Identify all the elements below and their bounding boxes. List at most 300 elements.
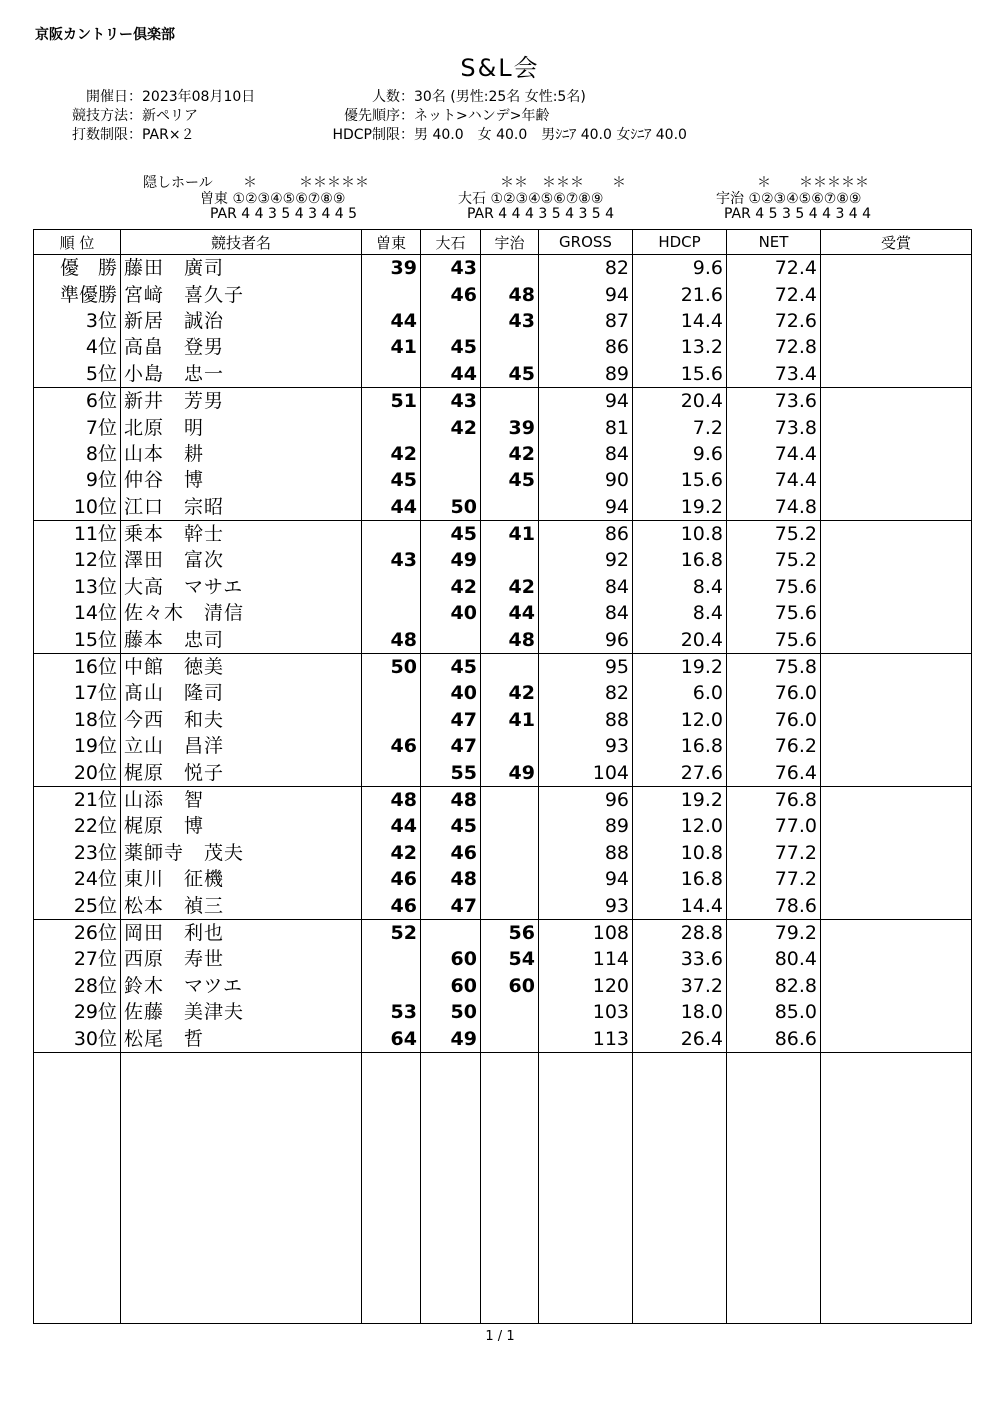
hdcp-value: 6.0 [633,680,727,706]
name-cell: 新居 誠治 [121,308,362,334]
name-cell: 山添 智 [121,786,362,813]
hdcp-value: 19.2 [633,653,727,680]
rank-cell: 28位 [34,973,121,999]
table-row [34,547,972,573]
award-cell [821,759,972,786]
course-2-score [421,919,481,946]
course-3-holes [716,188,861,208]
gross-score: 86 [539,520,633,547]
course-3-score [481,866,539,892]
net-score: 79.2 [727,919,821,946]
rank-cell: 30位 [34,1025,121,1052]
course-1-holes [200,188,345,208]
course-1-score [362,946,421,972]
gross-score: 84 [539,600,633,626]
empty-cell [633,1052,727,1323]
table-row [34,281,972,307]
gross-score: 93 [539,892,633,919]
course-1-score [362,759,421,786]
award-cell [821,255,972,282]
name-cell: 今西 和夫 [121,707,362,733]
empty-cell [727,1052,821,1323]
hdcp-value: 9.6 [633,255,727,282]
course-2-score [421,308,481,334]
course-2-score: 46 [421,840,481,866]
course-3-score: 39 [481,414,539,440]
award-cell [821,574,972,600]
rank-cell: 19位 [34,733,121,759]
award-cell [821,308,972,334]
course-2-score: 42 [421,414,481,440]
empty-cell [539,1052,633,1323]
table-row [34,892,972,919]
meta-label: 打数制限 [72,127,128,143]
hole-numbers: ①②③④⑤⑥⑦⑧⑨ [748,191,862,207]
course-1-score: 48 [362,786,421,813]
course-1-score: 42 [362,441,421,467]
name-cell: 梶原 博 [121,813,362,839]
table-row [34,441,972,467]
gross-score: 89 [539,813,633,839]
course-2-score: 45 [421,653,481,680]
net-score: 75.6 [727,600,821,626]
course-3-score [481,813,539,839]
meta-label: 人数 [372,89,400,105]
hdcp-value: 20.4 [633,387,727,414]
hdcp-value: 8.4 [633,574,727,600]
course-1-score: 44 [362,813,421,839]
table-row [34,467,972,493]
table-row [34,414,972,440]
name-cell: 梶原 悦子 [121,759,362,786]
net-score: 72.8 [727,334,821,360]
name-cell: 小島 忠一 [121,361,362,388]
net-score: 77.2 [727,866,821,892]
award-cell [821,919,972,946]
award-cell [821,414,972,440]
course-2-score: 45 [421,520,481,547]
hdcp-value: 14.4 [633,892,727,919]
course-3-score: 54 [481,946,539,972]
net-score: 74.4 [727,467,821,493]
course-3-score: 42 [481,680,539,706]
header-name: 競技者名 [121,230,362,255]
hdcp-value: 19.2 [633,786,727,813]
rank-cell: 6位 [34,387,121,414]
gross-score: 92 [539,547,633,573]
course-3-score: 48 [481,281,539,307]
course-3-score: 43 [481,308,539,334]
gross-score: 113 [539,1025,633,1052]
net-score: 76.2 [727,733,821,759]
table-header [34,230,972,255]
meta-event-date: 開催日：2023年08月10日 [48,86,255,106]
course-2-score: 42 [421,574,481,600]
gross-score: 81 [539,414,633,440]
hdcp-value: 28.8 [633,919,727,946]
hdcp-value: 19.2 [633,494,727,521]
empty-cell [421,1052,481,1323]
table-row [34,840,972,866]
meta-label: 開催日 [86,89,128,105]
rank-cell: 20位 [34,759,121,786]
hdcp-value: 10.8 [633,840,727,866]
award-cell [821,520,972,547]
rank-cell: 24位 [34,866,121,892]
gross-score: 87 [539,308,633,334]
course-name: 大石 [458,191,486,207]
table-row [34,866,972,892]
course-2-par: PAR 4 4 4 3 5 4 3 5 4 [467,206,615,222]
meta-value: ネット>ハンデ>年齢 [414,108,550,124]
net-score: 76.0 [727,680,821,706]
gross-score: 90 [539,467,633,493]
hdcp-value: 16.8 [633,866,727,892]
meta-priority: 優先順序：ネット>ハンデ>年齢 [300,105,549,125]
gross-score: 82 [539,680,633,706]
hidden-hole-label: 隠しホール [143,175,213,191]
course-name: 曽東 [200,191,228,207]
name-cell: 岡田 利也 [121,919,362,946]
rank-cell: 14位 [34,600,121,626]
course-2-score: 44 [421,361,481,388]
meta-participants: 人数：30名 (男性:25名 女性:5名) [300,86,586,106]
table-row [34,255,972,282]
hdcp-value: 21.6 [633,281,727,307]
net-score: 73.8 [727,414,821,440]
net-score: 82.8 [727,973,821,999]
rank-cell: 26位 [34,919,121,946]
course-2-score: 47 [421,733,481,759]
course-1-score [362,680,421,706]
gross-score: 89 [539,361,633,388]
name-cell: 鈴木 マツエ [121,973,362,999]
gross-score: 94 [539,494,633,521]
rank-cell: 23位 [34,840,121,866]
rank-cell: 9位 [34,467,121,493]
rank-cell: 18位 [34,707,121,733]
course-1-score: 50 [362,653,421,680]
award-cell [821,547,972,573]
course-1-par: PAR 4 4 3 5 4 3 4 4 5 [210,206,358,222]
course-2-score: 50 [421,494,481,521]
rank-cell: 21位 [34,786,121,813]
course-3-score [481,840,539,866]
gross-score: 93 [539,733,633,759]
gross-score: 84 [539,441,633,467]
hdcp-value: 15.6 [633,361,727,388]
header-rank: 順 位 [34,230,121,255]
course-2-score: 60 [421,946,481,972]
net-score: 72.4 [727,255,821,282]
empty-cell [481,1052,539,1323]
course-3-stars: ＊ ＊＊＊＊＊ [757,175,869,191]
net-score: 78.6 [727,892,821,919]
hdcp-value: 33.6 [633,946,727,972]
hdcp-value: 7.2 [633,414,727,440]
gross-score: 82 [539,255,633,282]
table-row [34,494,972,521]
rank-cell: 8位 [34,441,121,467]
hdcp-value: 27.6 [633,759,727,786]
course-1-score: 41 [362,334,421,360]
table-row [34,308,972,334]
course-2-score [421,626,481,653]
name-cell: 江口 宗昭 [121,494,362,521]
award-cell [821,733,972,759]
course-2-score: 60 [421,973,481,999]
hdcp-value: 37.2 [633,973,727,999]
course-2-score: 55 [421,759,481,786]
hdcp-value: 9.6 [633,441,727,467]
gross-score: 88 [539,707,633,733]
course-1-score: 46 [362,733,421,759]
award-cell [821,600,972,626]
course-1-score [362,414,421,440]
table-row [34,653,972,680]
meta-format: 競技方法：新ペリア [48,105,198,125]
meta-label: 競技方法 [72,108,128,124]
award-cell [821,361,972,388]
course-3-score: 42 [481,441,539,467]
course-1-score: 48 [362,626,421,653]
net-score: 73.4 [727,361,821,388]
course-2-score: 49 [421,1025,481,1052]
course-2-score: 43 [421,255,481,282]
award-cell [821,973,972,999]
award-cell [821,892,972,919]
course-3-score: 48 [481,626,539,653]
course-3-score: 60 [481,973,539,999]
course-1-score: 52 [362,919,421,946]
rank-cell: 優 勝 [34,255,121,282]
gross-score: 88 [539,840,633,866]
course-2-score: 47 [421,892,481,919]
name-cell: 新井 芳男 [121,387,362,414]
name-cell: 仲谷 博 [121,467,362,493]
course-3-score [481,255,539,282]
empty-cell [34,1052,121,1323]
course-2-score: 48 [421,866,481,892]
empty-cell [121,1052,362,1323]
gross-score: 104 [539,759,633,786]
rank-cell: 11位 [34,520,121,547]
meta-value: 2023年08月10日 [142,89,256,105]
net-score: 86.6 [727,1025,821,1052]
award-cell [821,334,972,360]
course-2-score: 43 [421,387,481,414]
name-cell: 大高 マサエ [121,574,362,600]
hdcp-value: 10.8 [633,520,727,547]
course-3-par: PAR 4 5 3 5 4 4 3 4 4 [724,206,872,222]
course-3-score [481,786,539,813]
name-cell: 高畠 登男 [121,334,362,360]
gross-score: 96 [539,786,633,813]
name-cell: 佐々木 清信 [121,600,362,626]
net-score: 75.6 [727,626,821,653]
course-2-score: 47 [421,707,481,733]
gross-score: 84 [539,574,633,600]
award-cell [821,999,972,1025]
gross-score: 96 [539,626,633,653]
rank-cell: 準優勝 [34,281,121,307]
rank-cell: 29位 [34,999,121,1025]
name-cell: 薬師寺 茂夫 [121,840,362,866]
gross-score: 94 [539,387,633,414]
award-cell [821,494,972,521]
award-cell [821,786,972,813]
course-3-score [481,547,539,573]
net-score: 75.2 [727,520,821,547]
award-cell [821,653,972,680]
hdcp-value: 8.4 [633,600,727,626]
table-row [34,1025,972,1052]
course-1-score [362,600,421,626]
course-3-score [481,653,539,680]
hdcp-value: 20.4 [633,626,727,653]
course-1-score: 43 [362,547,421,573]
name-cell: 佐藤 美津夫 [121,999,362,1025]
table-row [34,707,972,733]
rank-cell: 12位 [34,547,121,573]
hdcp-value: 16.8 [633,733,727,759]
course-1-score [362,574,421,600]
header-gross: GROSS [539,230,633,255]
rank-cell: 17位 [34,680,121,706]
name-cell: 澤田 富次 [121,547,362,573]
net-score: 73.6 [727,387,821,414]
table-row [34,919,972,946]
course-3-score [481,1025,539,1052]
hdcp-value: 15.6 [633,467,727,493]
hdcp-value: 12.0 [633,813,727,839]
table-row [34,733,972,759]
award-cell [821,281,972,307]
course-1-score: 44 [362,494,421,521]
course-1-score: 51 [362,387,421,414]
net-score: 75.8 [727,653,821,680]
rank-cell: 4位 [34,334,121,360]
table-row [34,759,972,786]
course-2-score: 46 [421,281,481,307]
event-title: S&L会 [460,54,540,82]
course-1-score: 46 [362,892,421,919]
course-3-score: 41 [481,520,539,547]
name-cell: 宮﨑 喜久子 [121,281,362,307]
course-1-score: 42 [362,840,421,866]
net-score: 76.4 [727,759,821,786]
course-3-score: 42 [481,574,539,600]
header-course-1: 曽東 [362,230,421,255]
hdcp-value: 14.4 [633,308,727,334]
name-cell: 北原 明 [121,414,362,440]
course-3-score [481,387,539,414]
award-cell [821,946,972,972]
meta-value: PAR×２ [142,127,195,143]
course-1-score [362,707,421,733]
hdcp-value: 12.0 [633,707,727,733]
rank-cell: 15位 [34,626,121,653]
rank-cell: 5位 [34,361,121,388]
table-row [34,626,972,653]
course-1-stars: ＊ ＊＊＊＊＊ [243,175,369,191]
hdcp-value: 16.8 [633,547,727,573]
award-cell [821,707,972,733]
course-3-score [481,494,539,521]
course-3-score: 56 [481,919,539,946]
table-row [34,387,972,414]
name-cell: 乗本 幹士 [121,520,362,547]
net-score: 77.2 [727,840,821,866]
rank-cell: 13位 [34,574,121,600]
meta-label: 優先順序 [344,108,400,124]
meta-stroke-limit: 打数制限：PAR×２ [48,124,195,144]
table-row [34,520,972,547]
course-name: 宇治 [716,191,744,207]
course-3-score [481,334,539,360]
net-score: 74.8 [727,494,821,521]
rank-cell: 7位 [34,414,121,440]
award-cell [821,840,972,866]
net-score: 72.6 [727,308,821,334]
rank-cell: 25位 [34,892,121,919]
name-cell: 松尾 哲 [121,1025,362,1052]
gross-score: 95 [539,653,633,680]
award-cell [821,467,972,493]
course-3-score [481,999,539,1025]
results-table [33,229,972,1324]
table-row [34,574,972,600]
gross-score: 114 [539,946,633,972]
gross-score: 120 [539,973,633,999]
award-cell [821,866,972,892]
name-cell: 藤田 廣司 [121,255,362,282]
meta-label: HDCP制限 [332,127,400,143]
course-3-score: 44 [481,600,539,626]
course-1-score: 44 [362,308,421,334]
meta-value: 男 40.0 女 40.0 男ｼﾆｱ 40.0 女ｼﾆｱ 40.0 [414,127,687,143]
table-row [34,334,972,360]
course-2-score [421,467,481,493]
course-1-score [362,281,421,307]
course-2-score: 45 [421,813,481,839]
name-cell: 松本 禎三 [121,892,362,919]
gross-score: 94 [539,281,633,307]
gross-score: 103 [539,999,633,1025]
empty-cell [362,1052,421,1323]
hdcp-value: 26.4 [633,1025,727,1052]
page-number: 1 / 1 [485,1329,515,1344]
gross-score: 86 [539,334,633,360]
net-score: 77.0 [727,813,821,839]
course-1-score [362,361,421,388]
course-3-score: 41 [481,707,539,733]
empty-cell [821,1052,972,1323]
award-cell [821,441,972,467]
award-cell [821,387,972,414]
name-cell: 東川 征機 [121,866,362,892]
table-row [34,786,972,813]
header-course-2: 大石 [421,230,481,255]
rank-cell: 3位 [34,308,121,334]
blank-row [34,1052,972,1323]
course-2-score [421,441,481,467]
net-score: 76.0 [727,707,821,733]
course-2-score: 48 [421,786,481,813]
name-cell: 中館 徳美 [121,653,362,680]
club-name: 京阪カントリー倶楽部 [35,27,175,43]
net-score: 72.4 [727,281,821,307]
